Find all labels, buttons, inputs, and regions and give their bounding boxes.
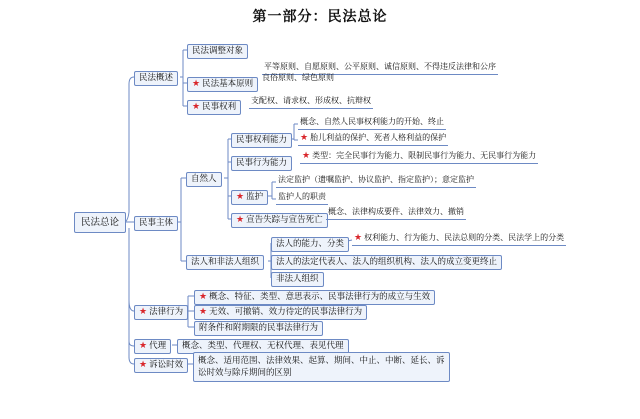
star-icon: ★ [236, 192, 245, 202]
node-ziran: 自然人 [186, 172, 222, 187]
node-faren-daibiao: 法人的法定代表人、法人的组织机构、法人的成立变更终止 [271, 255, 502, 270]
node-jianhu: ★ 监护 [231, 190, 268, 205]
star-icon: ★ [199, 292, 208, 302]
star-icon: ★ [300, 133, 309, 143]
node-daili: 概念、类型、代理权、无权代理、表见代理 [177, 339, 349, 354]
text-xingwei: ★ 类型：完全民事行为能力、限制民事行为能力、无民事行为能力 [300, 151, 538, 164]
star-icon: ★ [192, 79, 201, 89]
node-xuangao: ★ 宣告失踪与宣告死亡 [231, 213, 328, 228]
node-xingwei: 民事行为能力 [231, 156, 292, 171]
star-icon: ★ [236, 215, 245, 225]
root-node: 民法总论 [74, 212, 126, 233]
branch-shixiao: ★ 诉讼时效 [134, 358, 188, 373]
node-xingwei-2: ★ 无效、可撤销、效力待定的民事法律行为 [194, 305, 367, 320]
text-nengli-2: ★ 胎儿利益的保护、死者人格利益的保护 [298, 133, 448, 146]
star-icon: ★ [302, 151, 311, 161]
text-jianhu-1: 法定监护（遗嘱监护、协议监护、指定监护）；意定监护 [276, 175, 476, 188]
node-duixiang: 民法调整对象 [187, 44, 248, 59]
text-nengli-1: 概念、自然人民事权利能力的开始、终止 [298, 117, 446, 130]
star-icon: ★ [139, 307, 148, 317]
node-xingwei-1: ★ 概念、特征、类型、意思表示、民事法律行为的成立与生效 [194, 290, 435, 305]
branch-daili: ★ 代理 [134, 339, 171, 354]
node-yuanze: ★ 民法基本原则 [187, 77, 258, 92]
star-icon: ★ [192, 102, 201, 112]
text-yuanze-1: 平等原则、自愿原则、公平原则、诚信原则、不得违反法律和公序 [262, 62, 498, 75]
node-shixiao: 概念、适用范围、法律效果、起算、期间、中止、中断、延长、诉 讼时效与除斥期间的区别 [193, 352, 450, 382]
node-quanli: ★ 民事权利 [187, 100, 241, 115]
node-faren-nengli: 法人的能力、分类 [271, 237, 349, 252]
node-xingwei-3: 附条件和附期限的民事法律行为 [194, 321, 323, 336]
node-faren: 法人和非法人组织 [186, 255, 264, 270]
branch-gaishu: 民法概述 [134, 71, 178, 86]
star-icon: ★ [199, 307, 208, 317]
node-feifaren: 非法人组织 [271, 272, 324, 287]
star-icon: ★ [139, 341, 148, 351]
branch-zhuti: 民事主体 [134, 216, 178, 231]
text-yuanze-2: 良俗原则、绿色原则 [262, 73, 334, 82]
star-icon: ★ [354, 233, 363, 243]
branch-xingwei: ★ 法律行为 [134, 305, 188, 320]
text-xuangao: 概念、法律构成要件、法律效力、撤销 [326, 207, 466, 220]
text-faren-nengli: ★ 权利能力、行为能力、民法总则的分类、民法学上的分类 [352, 233, 566, 246]
text-quanli: 支配权、请求权、形成权、抗辩权 [249, 96, 373, 109]
star-icon: ★ [139, 360, 148, 370]
node-nengli: 民事权利能力 [231, 133, 292, 148]
text-jianhu-2: 监护人的职责 [276, 192, 328, 205]
page-title: 第一部分：民法总论 [252, 9, 388, 25]
